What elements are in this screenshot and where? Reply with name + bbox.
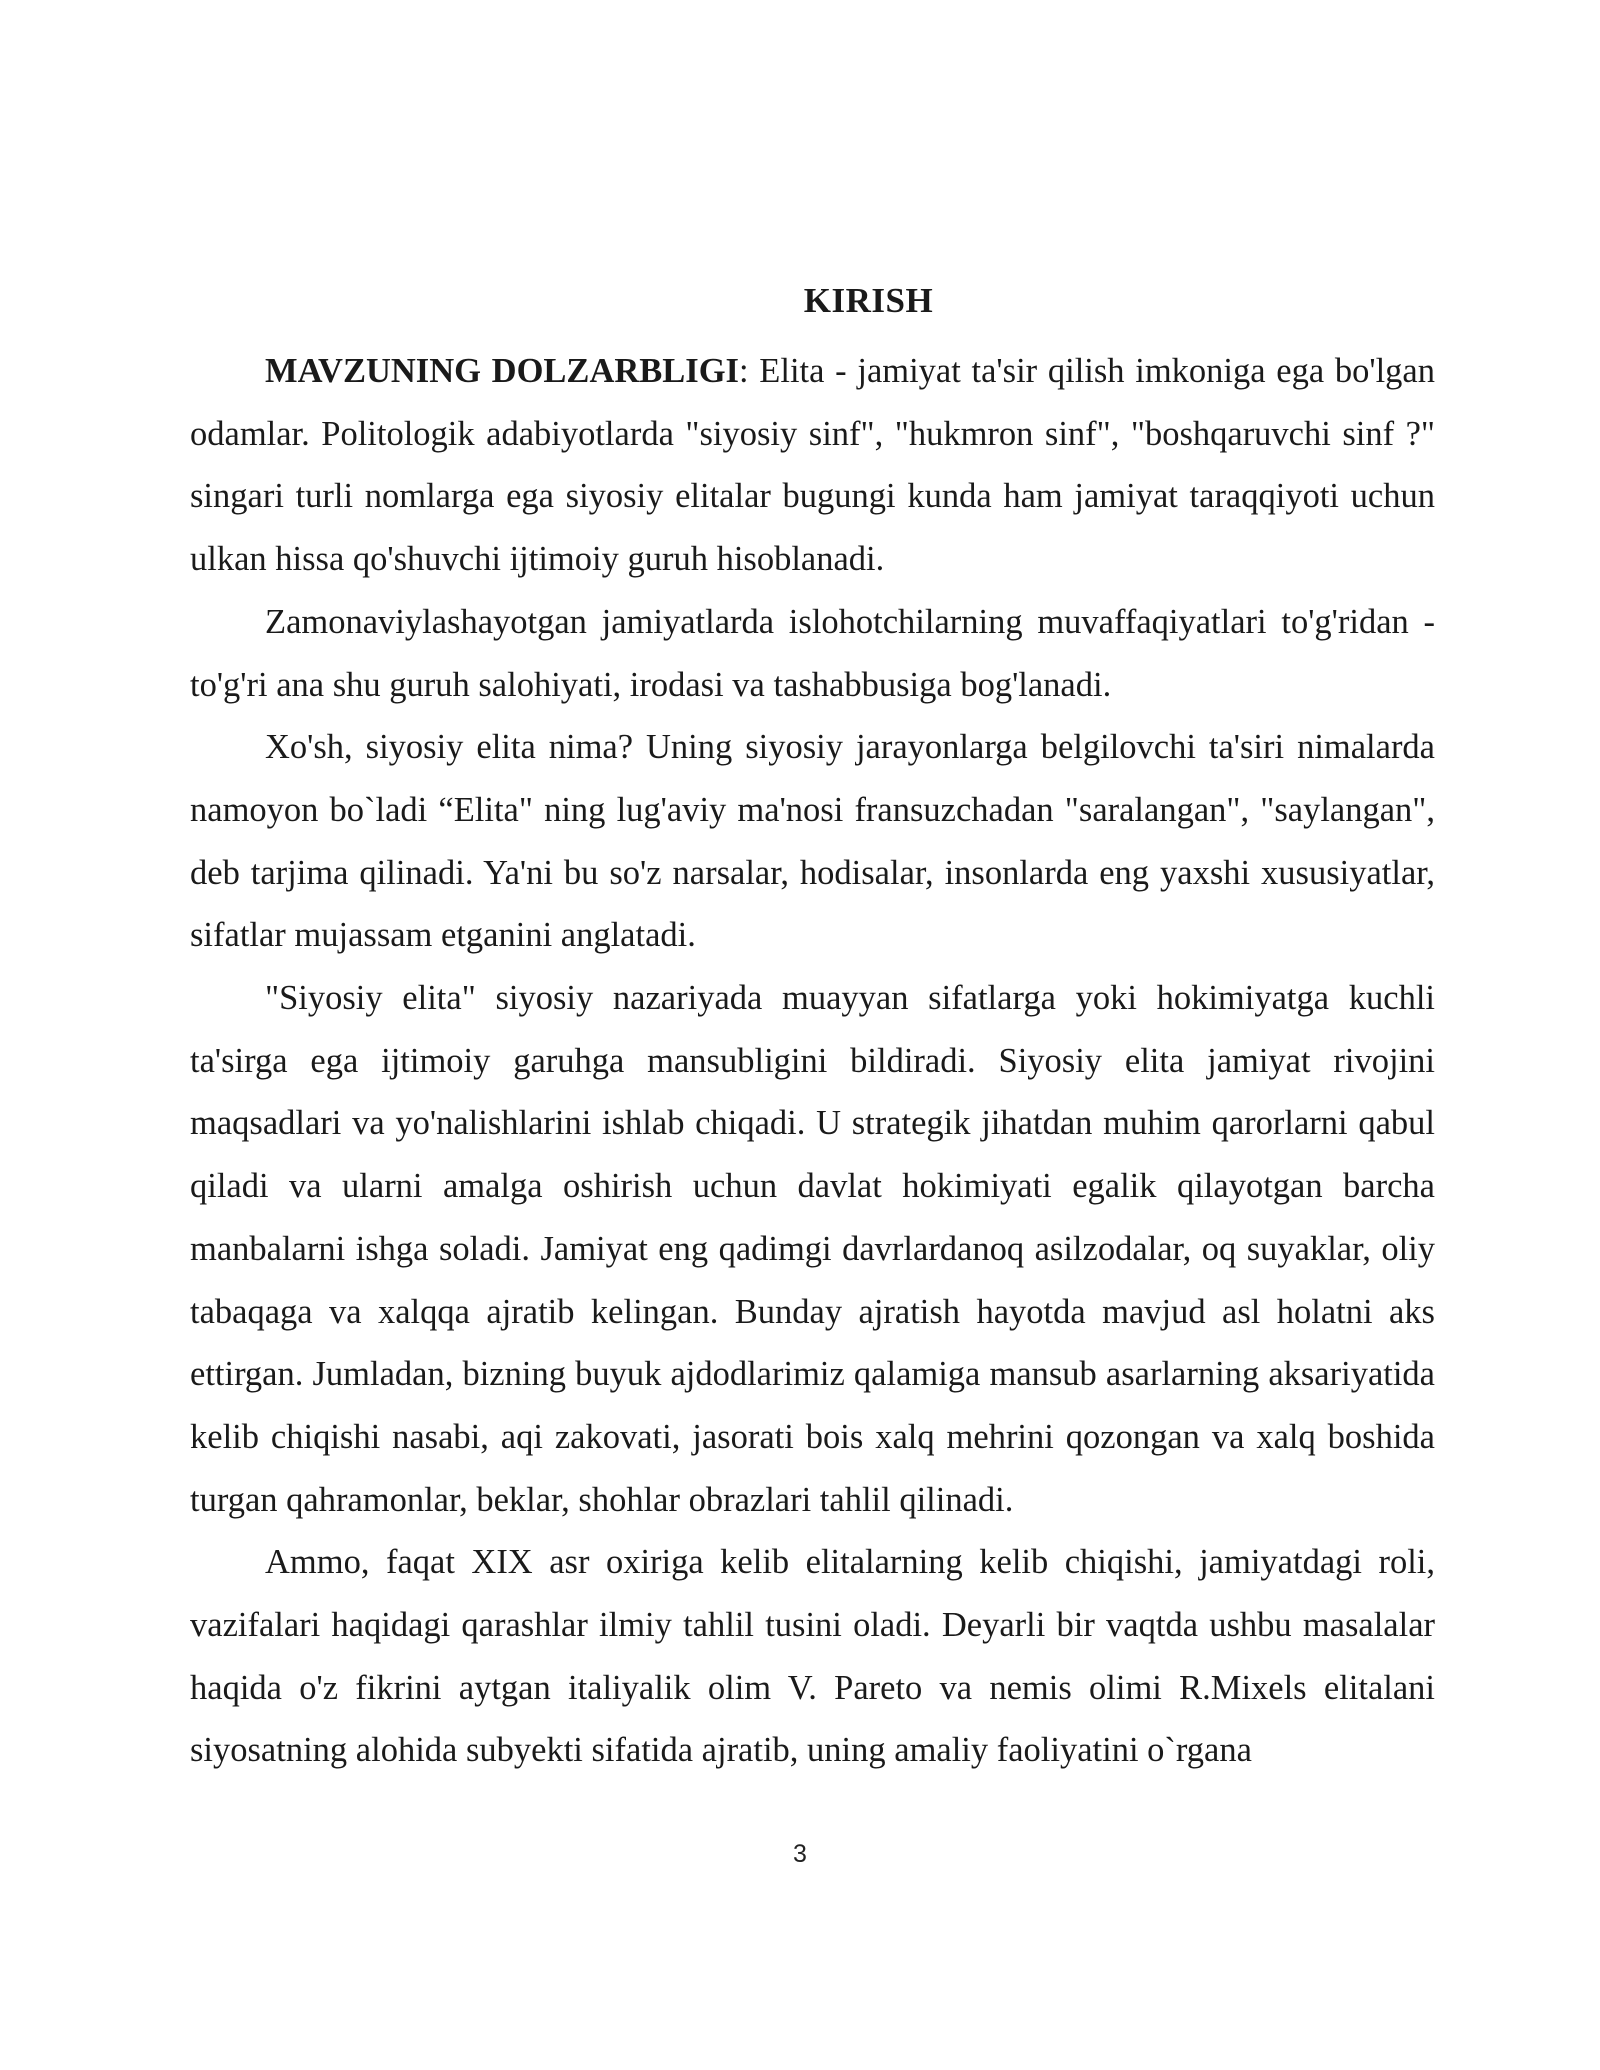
paragraph-text: : Elita - jamiyat ta'sir qilish imkoniga ega bo'lgan odamlar. Politologik adabiyotlarda "siyosiy sinf", "hukmron sinf", "boshqaruvchi sinf ?" singari turli nomlarga ega siyosiy elitalar bugungi kunda ham jamiyat taraqqiyoti uchun ulkan hissa qo'shuvchi ijtimoiy guruh hisoblanadi. [190, 352, 1435, 579]
paragraph-text: Ammo, faqat XIX asr oxiriga kelib elitalarning kelib chiqishi, jamiyatdagi roli, vazifalari haqidagi qarashlar ilmiy tahlil tusini oladi. Deyarli bir vaqtda ushbu masalalar haqida o'z fikrini aytgan italiyalik olim V. Pareto va nemis olimi R.Mixels elitalani siyosatning alohida subyekti sifatida ajratib, uning amaliy faoliyatini o`rgana [190, 1543, 1435, 1770]
paragraph-political-elite [190, 967, 1435, 1531]
paragraph-text: Zamonaviylashayotgan jamiyatlarda islohotchilarning muvaffaqiyatlari to'g'ridan - to'g'ri ana shu guruh salohiyati, irodasi va tashabbusiga bog'lanadi. [190, 602, 1435, 704]
paragraph-lead-bold: MAVZUNING DOLZARBLIGI [265, 352, 739, 390]
paragraph-text: Xo'sh, siyosiy elita nima? Uning siyosiy jarayonlarga belgilovchi ta'siri nimalarda namoyon bo`ladi “Elita" ning lug'aviy ma'nosi fransuzchadan "saralangan", "saylangan", deb tarjima qilinadi. Ya'ni bu so'z narsalar, hodisalar, insonlarda eng yaxshi xususiyatlar, sifatlar mujassam etganini anglatadi. [190, 728, 1435, 955]
paragraph-text: "Siyosiy elita" siyosiy nazariyada muayyan sifatlarga yoki hokimiyatga kuchli ta'sirga ega ijtimoiy garuhga mansubligini bildiradi. Siyosiy elita jamiyat rivojini maqsadlari va yo'nalishlarini ishlab chiqadi. U strategik jihatdan muhim qarorlarni qabul qiladi va ularni amalga oshirish uchun davlat hokimiyati egalik qilayotgan barcha manbalarni ishga soladi. Jamiyat eng qadimgi davrlardanoq asilzodalar, oq suyaklar, oliy tabaqaga va xalqqa ajratib kelingan. Bunday ajratish hayotda mavjud asl holatni aks ettirgan. Jumladan, bizning buyuk ajdodlarimiz qalamiga mansub asarlarning aksariyatida kelib chiqishi nasabi, aqi zakovati, jasorati bois xalq mehrini qozongan va xalq boshida turgan qahramonlar, beklar, shohlar obrazlari tahlil qilinadi. [190, 979, 1435, 1519]
section-heading: KIRISH [803, 281, 934, 320]
paragraph-xix-century [190, 1531, 1435, 1782]
paragraph-what-is-elite [190, 716, 1435, 967]
document-page [190, 270, 1435, 1782]
paragraph-modernizing-societies [190, 591, 1435, 716]
paragraph-relevance [190, 340, 1435, 591]
page-number: 3 [793, 1840, 807, 1868]
